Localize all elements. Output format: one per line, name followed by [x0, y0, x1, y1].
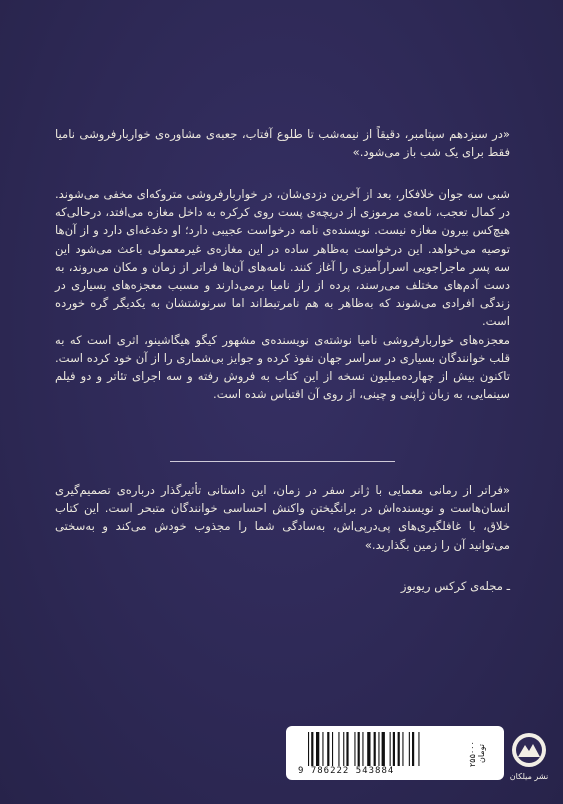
review-source: ـ مجله‌ی کرکس ریویوز: [400, 579, 510, 593]
top-quote: [55, 125, 510, 161]
publisher-name: نشر میلکان: [509, 772, 549, 781]
barcode-icon: [308, 732, 458, 766]
summary-paragraph-1: شبی سه جوان خلافکار، بعد از آخرین دزدی‌شان، در خواربارفروشی متروکه‌ای مخفی می‌شوند. در کمال تعجب، نامه‌ی مرموزی از دریچه‌ی پست روی کرکره به داخل مغازه می‌افتد، درحالی‌که هیچ‌کس بیرون مغازه نیست. نویسنده‌ی نامه درخواست عجیبی دارد؛ او دغدغه‌ای دارد و از آن‌ها توصیه می‌خواهد. این درخواست به‌ظاهر ساده در این مغازه‌ی غیرمعمولی باعث می‌شود این سه پسر ماجراجویی اسرارآمیزی را آغاز کنند. نامه‌های آن‌ها فراتر از زمان و مکان می‌روند، به دست آدم‌های مختلف می‌رسند، پرده از راز نامیا برمی‌دارند و مسبب معجزه‌های بسیاری در زندگی افرادی می‌شوند که به‌ظاهر به هم نامرتبط‌اند اما سرنوشتشان به یکدیگر گره خورده است.: [55, 187, 510, 329]
isbn-number: 9 786222 543884: [298, 766, 395, 776]
section-divider: [170, 461, 395, 462]
price-label: ۲۵۵۰۰۰ تومان: [468, 741, 486, 767]
review-quote-text: «فراتر از رمانی معمایی با ژانر سفر در زمان، این داستانی تأثیرگذار درباره‌ی تصمیم‌گیری انسان‌هاست و نویسنده‌اش در برانگیختن واکنش احساسی خوانندگان متبحر است. این کتاب خلاق، با غافلگیری‌های پی‌درپی‌اش، به‌سادگی شما را مجذوب خودش می‌کند و به‌سختی می‌توانید آن را زمین بگذارید.»: [55, 483, 510, 552]
top-quote-text: «در سیزدهم سپتامبر، دقیقاً از نیمه‌شب تا طلوع آفتاب، جعبه‌ی مشاوره‌ی خواربارفروشی نامیا فقط برای یک شب باز می‌شود.»: [55, 127, 510, 160]
review-quote: [55, 481, 510, 554]
summary-paragraph-2: معجزه‌های خواربارفروشی نامیا نوشته‌ی نویسنده‌ی مشهور کیگو هیگاشینو، اثری است که به قلب خوانندگان بسیاری در سراسر جهان نفوذ کرده و جوایز بی‌شماری را از آن خود کرده است. تاکنون بیش از چهارده‌میلیون نسخه از این کتاب به فروش رفته و سه اجرای تئاتر و دو فیلم سینمایی، به زبان ژاپنی و چینی، از روی آن اقتباس شده است.: [55, 332, 510, 402]
book-summary: [55, 185, 510, 403]
